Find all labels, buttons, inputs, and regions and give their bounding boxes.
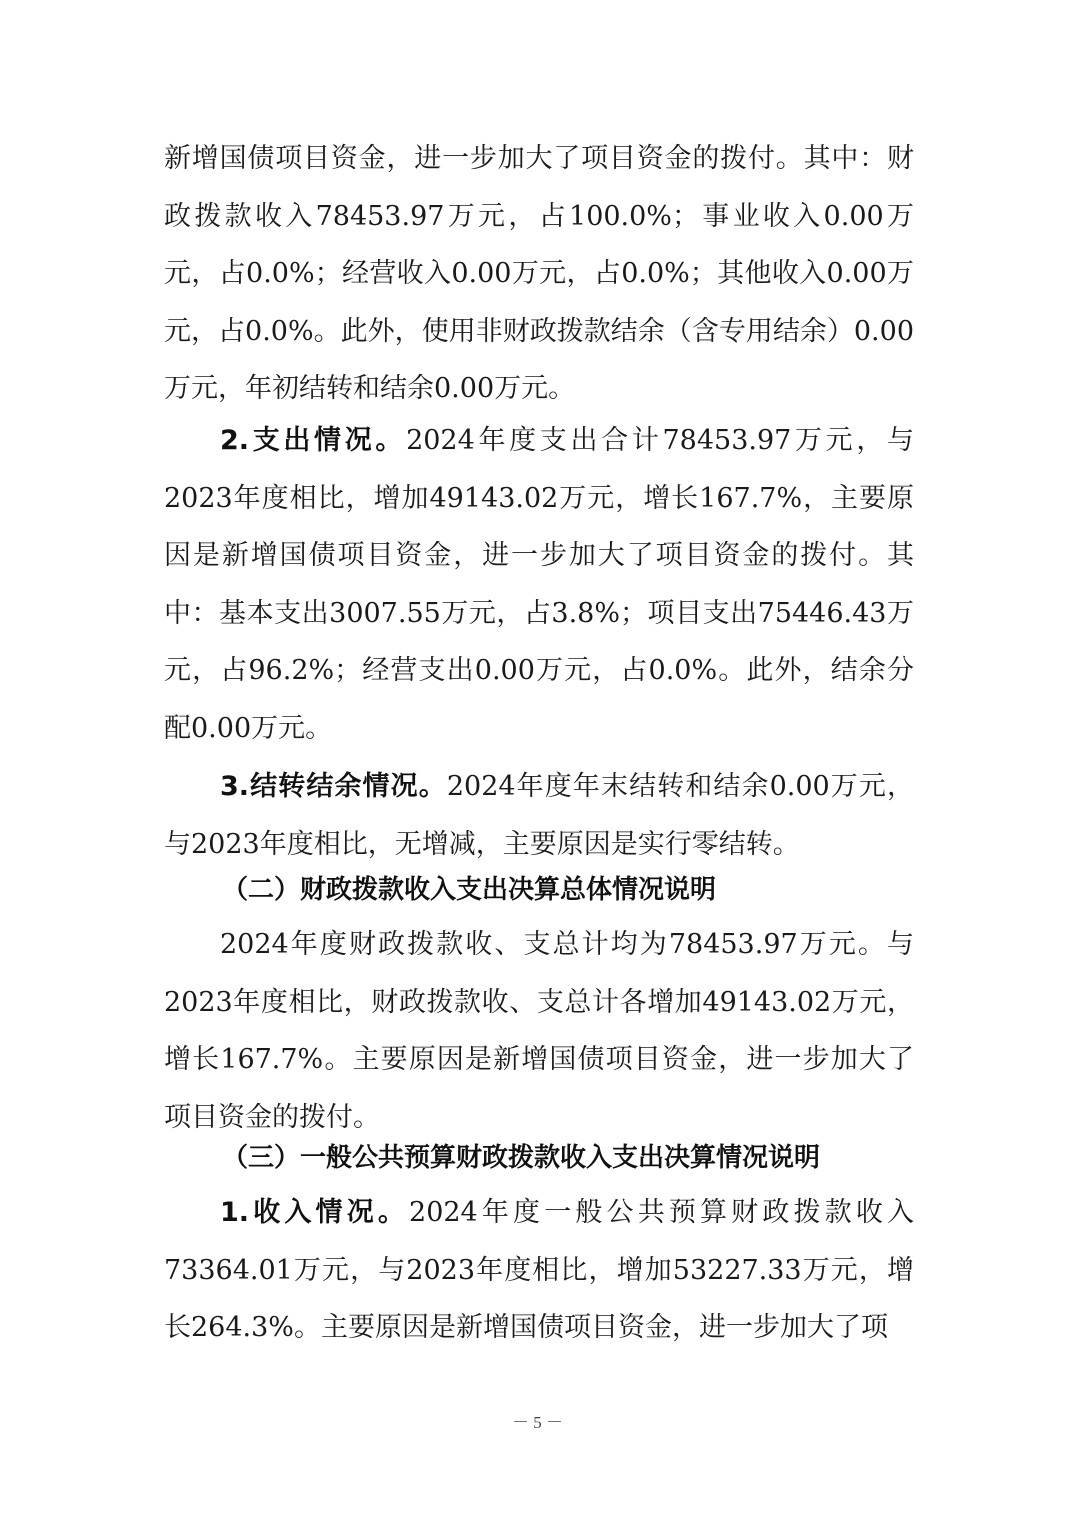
- section-heading-3: （三）一般公共预算财政拨款收入支出决算情况说明: [222, 1143, 821, 1173]
- paragraph-income: [164, 1184, 914, 1357]
- section-2-body: 2024年度财政拨款收、支总计均为78453.97万元。与2023年度相比，财政拨款收、支总计各增加49143.02万元，增长167.7%。主要原因是新增国债项目资金，进一步加大了项目资金的拨付。: [164, 929, 914, 1133]
- page-number: － 5 －: [512, 1413, 563, 1432]
- paragraph-expenditure: [164, 412, 914, 758]
- paragraph-income-details: [164, 130, 914, 418]
- income-lead: 1.收入情况。: [220, 1197, 410, 1228]
- carryover-lead: 3.结转结余情况。: [220, 771, 447, 802]
- paragraph-text: 新增国债项目资金，进一步加大了项目资金的拨付。其中：财政拨款收入78453.97万元，占100.0%；事业收入0.00万元，占0.0%；经营收入0.00万元，占0.0%；其他收入0.00万元，占0.0%。此外，使用非财政拨款结余（含专用结余）0.00万元，年初结转和结余0.00万元。: [164, 143, 914, 405]
- paragraph-carryover: [164, 758, 914, 873]
- expenditure-lead: 2.支出情况。: [220, 425, 407, 456]
- income-body: 2024年度一般公共预算财政拨款收入73364.01万元，与2023年度相比，增加53227.33万元，增长264.3%。主要原因是新增国债项目资金，进一步加大了项: [164, 1197, 914, 1344]
- carryover-body: 2024年度年末结转和结余0.00万元，与2023年度相比，无增减，主要原因是实行零结转。: [164, 771, 914, 860]
- section-heading-2: （二）财政拨款收入支出决算总体情况说明: [222, 875, 717, 905]
- expenditure-body: 2024年度支出合计78453.97万元，与2023年度相比，增加49143.02万元，增长167.7%，主要原因是新增国债项目资金，进一步加大了项目资金的拨付。其中：基本支出3007.55万元，占3.8%；项目支出75446.43万元，占96.2%；经营支出0.00万元，占0.0%。此外，结余分配0.00万元。: [164, 425, 915, 744]
- paragraph-section-2: [164, 916, 914, 1146]
